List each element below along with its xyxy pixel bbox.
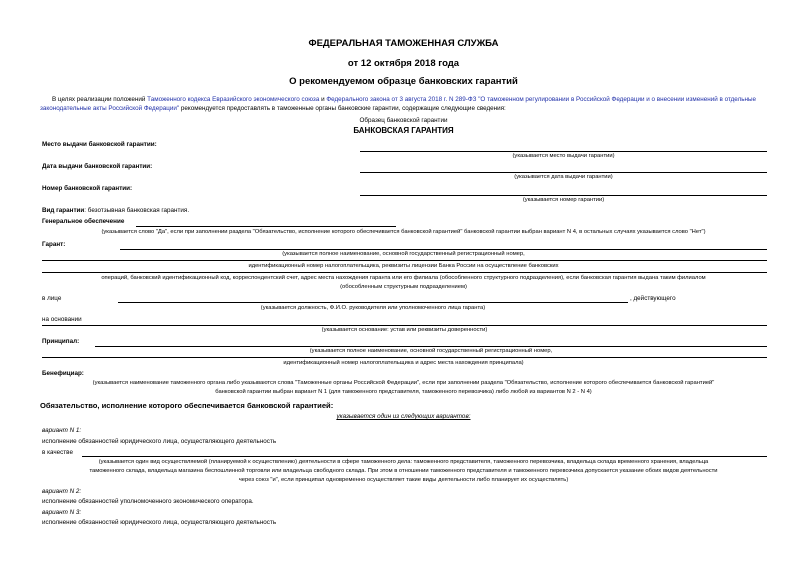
variant-1-hint-1: (указывается один вид осуществляемой (планируемой к осуществлению) деятельности в сфере таможенного дела: таможенного представителя, таможенного перевозчика, владельца склада временного хранения, владельца [98, 459, 709, 465]
intro-paragraph [40, 95, 770, 113]
guarantor-hint-3: операций, банковский идентификационный код, корреспондентский счет, адрес места нахождения гаранта или его филиала (обособленного структурного подразделения), если банковская гарантия выдана таким филиалом [101, 275, 706, 281]
intro-text-1: В целях реализации положений [52, 96, 146, 103]
general-hint: (указывается слово "Да", если при заполнении раздела "Обязательство, исполнение которого обеспечивается банковской гарантией" банковской гарантии выбран вариант N 4, в остальных случаях указывается слово "Нет") [101, 229, 706, 235]
variant-1-line [82, 456, 767, 457]
guarantor-line-1 [120, 249, 767, 250]
place-hint: (указывается место выдачи гарантии) [512, 153, 615, 159]
general-label: Генеральное обеспечение [42, 218, 125, 225]
principal-line-1 [95, 346, 767, 347]
date-hint: (указывается дата выдачи гарантии) [514, 174, 613, 180]
customs-code-link[interactable]: Таможенного кодекса Евразийского экономического союза [147, 96, 320, 103]
variant-2-text: исполнение обязанностей уполномоченного экономического оператора. [42, 498, 254, 505]
basis-label: на основании [42, 316, 82, 323]
type-label: Вид гарантии [42, 207, 85, 214]
guarantor-line-2 [42, 260, 767, 261]
basis-hint: (указывается основание: устав или реквизиты доверенности) [321, 327, 488, 333]
guarantor-hint-1: (указывается полное наименование, основной государственный регистрационный номер, [282, 251, 525, 257]
variant-3-text: исполнение обязанностей юридического лица, осуществляющего деятельность [42, 519, 277, 526]
intro-text-3: рекомендуется предоставлять в таможенные органы банковские гарантии, содержащие следующие сведения: [179, 105, 506, 112]
person-label: в лице [42, 295, 62, 302]
document-date: от 12 октября 2018 года [347, 58, 460, 69]
guarantor-hint-2: идентификационный номер налогоплательщика, реквизиты лицензии Банка России на осуществление банковских [248, 263, 559, 269]
beneficiary-hint-2: банковской гарантии выбран вариант N 1 (для таможенного представителя, таможенного перевозчика) либо любой из вариантов N 2 - N 4) [215, 389, 592, 395]
variant-1-hint-2: таможенного склада, владельца магазина беспошлинной торговли или владельца свободного склада. При этом в отношении таможенного представителя и таможенного перевозчика допускается указание обоих видов деятельности [89, 468, 718, 474]
place-label: Место выдачи банковской гарантии: [42, 141, 157, 148]
guarantor-hint-4: (обособленным структурным подразделением) [340, 284, 467, 290]
variant-1-label: вариант N 1: [42, 427, 82, 434]
principal-hint-1: (указывается полное наименование, основной государственный регистрационный номер, [309, 348, 553, 354]
number-label: Номер банковской гарантии: [42, 185, 133, 192]
place-line [360, 151, 767, 152]
agency-title: ФЕДЕРАЛЬНАЯ ТАМОЖЕННАЯ СЛУЖБА [308, 38, 499, 49]
date-line [360, 172, 767, 173]
form-title: БАНКОВСКАЯ ГАРАНТИЯ [353, 126, 454, 135]
obligation-title: Обязательство, исполнение которого обеспечивается банковской гарантией: [40, 401, 334, 410]
principal-label: Принципал: [42, 338, 80, 345]
principal-hint-2: идентификационный номер налогоплательщика и адрес места нахождения принципала) [283, 360, 524, 366]
variant-3-label: вариант N 3: [42, 509, 82, 516]
number-line [360, 195, 767, 196]
beneficiary-hint-1: (указывается наименование таможенного органа либо указываются слова "Таможенные органы Российской Федерации", если при заполнении раздела "Обязательство, исполнение которого обеспечивается банковской гарантией" [92, 380, 715, 386]
type-row [42, 207, 189, 214]
sample-label: Образец банковской гарантии [359, 117, 448, 124]
person-hint: (указывается должность, Ф.И.О. руководителя или уполномоченного лица гаранта) [260, 305, 486, 311]
principal-line-2 [42, 357, 767, 358]
type-value: : безотзывная банковская гарантия. [84, 207, 190, 214]
variant-1-text: исполнение обязанностей юридического лица, осуществляющего деятельность [42, 438, 277, 445]
beneficiary-label: Бенефициар: [42, 370, 84, 377]
intro-text-2: и [319, 96, 327, 103]
person-line [118, 302, 628, 303]
general-line [136, 226, 396, 227]
date-label: Дата выдачи банковской гарантии: [42, 163, 153, 170]
guarantor-label: Гарант: [42, 241, 66, 248]
choose-variant-note: указывается один из следующих вариантов: [336, 413, 471, 420]
document-subject: О рекомендуемом образце банковских гарантий [289, 76, 518, 87]
guarantor-line-3 [42, 272, 767, 273]
basis-line [42, 325, 767, 326]
person-suffix: , действующего [630, 295, 676, 302]
number-hint: (указывается номер гарантии) [522, 197, 605, 203]
variant-1-quality: в качестве [42, 449, 73, 456]
variant-1-hint-3: через союз "и", если принципал одновременно осуществляет такие виды деятельности либо планирует их осуществлять) [238, 477, 569, 483]
variant-2-label: вариант N 2: [42, 488, 82, 495]
federal-law-link[interactable]: Федерального закона от 3 августа 2018 г. N 289-ФЗ "О таможенном регулировании в Российской Федерации и о внесении изменений в отдельные законодательные акты Российской Федерации" [40, 96, 757, 112]
